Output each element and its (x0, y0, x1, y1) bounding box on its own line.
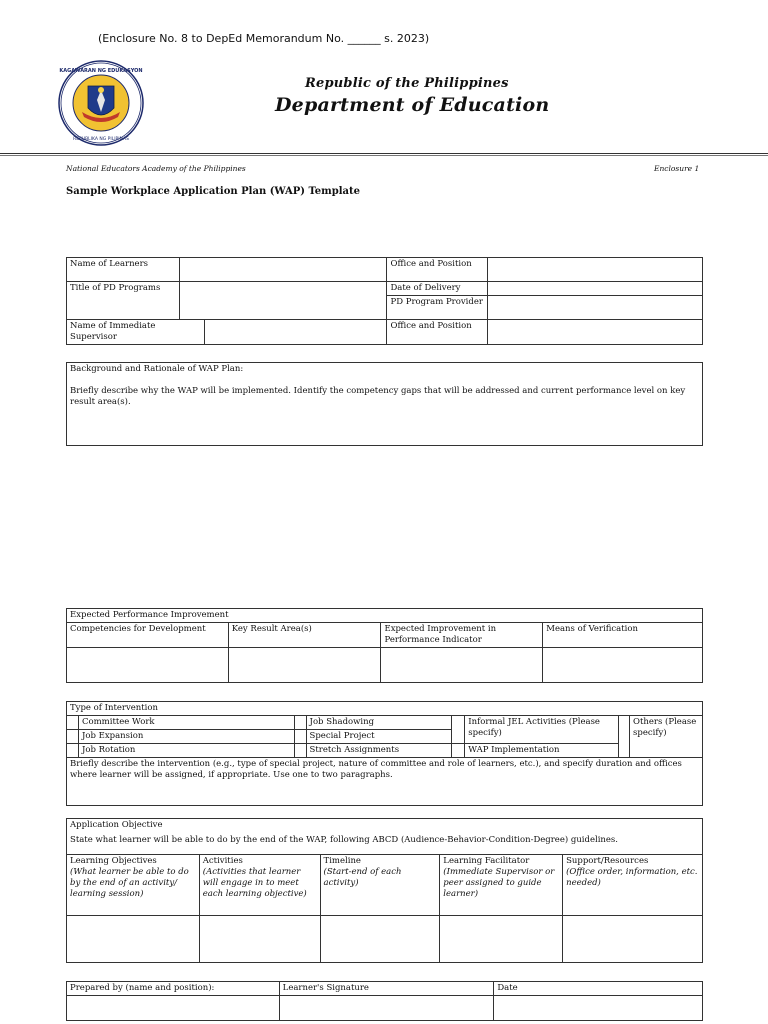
timeline-title: Timeline (323, 856, 361, 866)
expected-improvement-header: Expected Improvement in Performance Indicator (381, 623, 543, 648)
date-delivery-label: Date of Delivery (387, 282, 488, 296)
wap-implementation-checkbox[interactable] (452, 744, 465, 758)
learning-facilitator-title: Learning Facilitator (443, 856, 530, 866)
background-instructions: Briefly describe why the WAP will be implemented. Identify the competency gaps that will be addressed and current performance level on key result area(s). (70, 386, 686, 407)
office-position-label: Office and Position (387, 258, 488, 282)
informal-jel-label: Informal JEL Activities (Please specify) (465, 716, 619, 744)
supervisor-office-position-label: Office and Position (387, 320, 488, 345)
republic-heading: Republic of the Philippines (305, 76, 509, 91)
job-shadowing-checkbox[interactable] (294, 716, 306, 730)
background-table (66, 362, 703, 446)
expected-improvement-cell[interactable] (381, 648, 543, 683)
signature-label: Learner's Signature (279, 982, 494, 996)
date-label: Date (494, 982, 703, 996)
background-heading: Background and Rationale of WAP Plan: (70, 364, 244, 374)
job-expansion-checkbox[interactable] (67, 730, 79, 744)
timeline-cell[interactable] (320, 916, 440, 963)
activities-title: Activities (202, 856, 243, 866)
others-checkbox[interactable] (619, 716, 630, 758)
document-title: Sample Workplace Application Plan (WAP) Template (66, 186, 361, 197)
enclosure-note: (Enclosure No. 8 to DepEd Memorandum No. ______ s. 2023) (98, 32, 430, 45)
department-heading: Department of Education (275, 94, 550, 116)
support-resources-hint: (Office order, information, etc. needed) (566, 867, 698, 888)
intervention-table (66, 701, 703, 806)
special-project-checkbox[interactable] (294, 730, 306, 744)
committee-work-label: Committee Work (78, 716, 294, 730)
signoff-table (66, 981, 703, 1021)
job-expansion-label: Job Expansion (78, 730, 294, 744)
activities-header (199, 855, 320, 916)
job-rotation-checkbox[interactable] (67, 744, 79, 758)
title-pd-label: Title of PD Programs (67, 282, 180, 320)
svg-text:REPUBLIKA NG PILIPINAS: REPUBLIKA NG PILIPINAS (73, 137, 129, 142)
competencies-header: Competencies for Development (67, 623, 229, 648)
background-cell[interactable] (67, 363, 703, 446)
intervention-heading: Type of Intervention (67, 702, 703, 716)
activities-cell[interactable] (199, 916, 320, 963)
support-resources-header (563, 855, 703, 916)
key-result-area-cell[interactable] (228, 648, 381, 683)
wap-implementation-label: WAP Implementation (465, 744, 619, 758)
competencies-cell[interactable] (67, 648, 229, 683)
prepared-by-label: Prepared by (name and position): (67, 982, 280, 996)
header-divider-thin (0, 155, 768, 156)
objective-heading: Application Objective (70, 820, 163, 830)
name-of-learners-label: Name of Learners (67, 258, 180, 282)
academy-label: National Educators Academy of the Philippines (66, 164, 246, 173)
learning-objectives-hint: (What learner be able to do by the end of an activity/ learning session) (70, 867, 189, 899)
performance-table (66, 608, 703, 683)
title-pd-field[interactable] (179, 282, 387, 320)
means-of-verification-cell[interactable] (543, 648, 703, 683)
learning-objectives-title: Learning Objectives (70, 856, 157, 866)
learning-facilitator-header (440, 855, 563, 916)
means-of-verification-header: Means of Verification (543, 623, 703, 648)
timeline-header (320, 855, 440, 916)
stretch-assignments-checkbox[interactable] (294, 744, 306, 758)
immediate-supervisor-field[interactable] (204, 320, 387, 345)
activities-hint: (Activities that learner will engage in to meet each learning objective) (202, 867, 307, 899)
deped-seal-logo (58, 60, 144, 146)
stretch-assignments-label: Stretch Assignments (306, 744, 452, 758)
objective-table (66, 818, 703, 963)
prepared-by-field[interactable] (67, 996, 280, 1021)
learning-objectives-cell[interactable] (67, 916, 200, 963)
performance-heading: Expected Performance Improvement (67, 609, 703, 623)
signature-field[interactable] (279, 996, 494, 1021)
office-position-field[interactable] (488, 258, 703, 282)
header-divider (0, 153, 768, 154)
committee-work-checkbox[interactable] (67, 716, 79, 730)
support-resources-cell[interactable] (563, 916, 703, 963)
learning-facilitator-hint: (Immediate Supervisor or peer assigned to guide learner) (443, 867, 555, 899)
date-field[interactable] (494, 996, 703, 1021)
support-resources-title: Support/Resources (566, 856, 649, 866)
svg-text:KAGAWARAN NG EDUKASYON: KAGAWARAN NG EDUKASYON (59, 68, 143, 74)
immediate-supervisor-label: Name of Immediate Supervisor (67, 320, 205, 345)
pd-provider-label: PD Program Provider (387, 296, 488, 320)
intervention-description[interactable]: Briefly describe the intervention (e.g., type of special project, nature of committee and role of learners, etc.), and specify duration and offices where learner will be assigned, if appropriate. Use one to two paragraphs. (67, 758, 703, 806)
objective-intro-cell (67, 819, 703, 855)
timeline-hint: (Start-end of each activity) (323, 867, 402, 888)
name-of-learners-field[interactable] (179, 258, 387, 282)
learning-facilitator-cell[interactable] (440, 916, 563, 963)
job-rotation-label: Job Rotation (78, 744, 294, 758)
date-delivery-field[interactable] (488, 282, 703, 296)
supervisor-office-position-field[interactable] (488, 320, 703, 345)
learning-objectives-header (67, 855, 200, 916)
job-shadowing-label: Job Shadowing (306, 716, 452, 730)
special-project-label: Special Project (306, 730, 452, 744)
learner-info-table (66, 257, 703, 345)
others-label: Others (Please specify) (630, 716, 703, 758)
pd-provider-field[interactable] (488, 296, 703, 320)
enclosure-label: Enclosure 1 (654, 164, 700, 173)
key-result-area-header: Key Result Area(s) (228, 623, 381, 648)
objective-instructions: State what learner will be able to do by the end of the WAP, following ABCD (Audience-Behavior-Condition-Degree) guidelines. (70, 835, 618, 845)
informal-jel-checkbox[interactable] (452, 716, 465, 744)
